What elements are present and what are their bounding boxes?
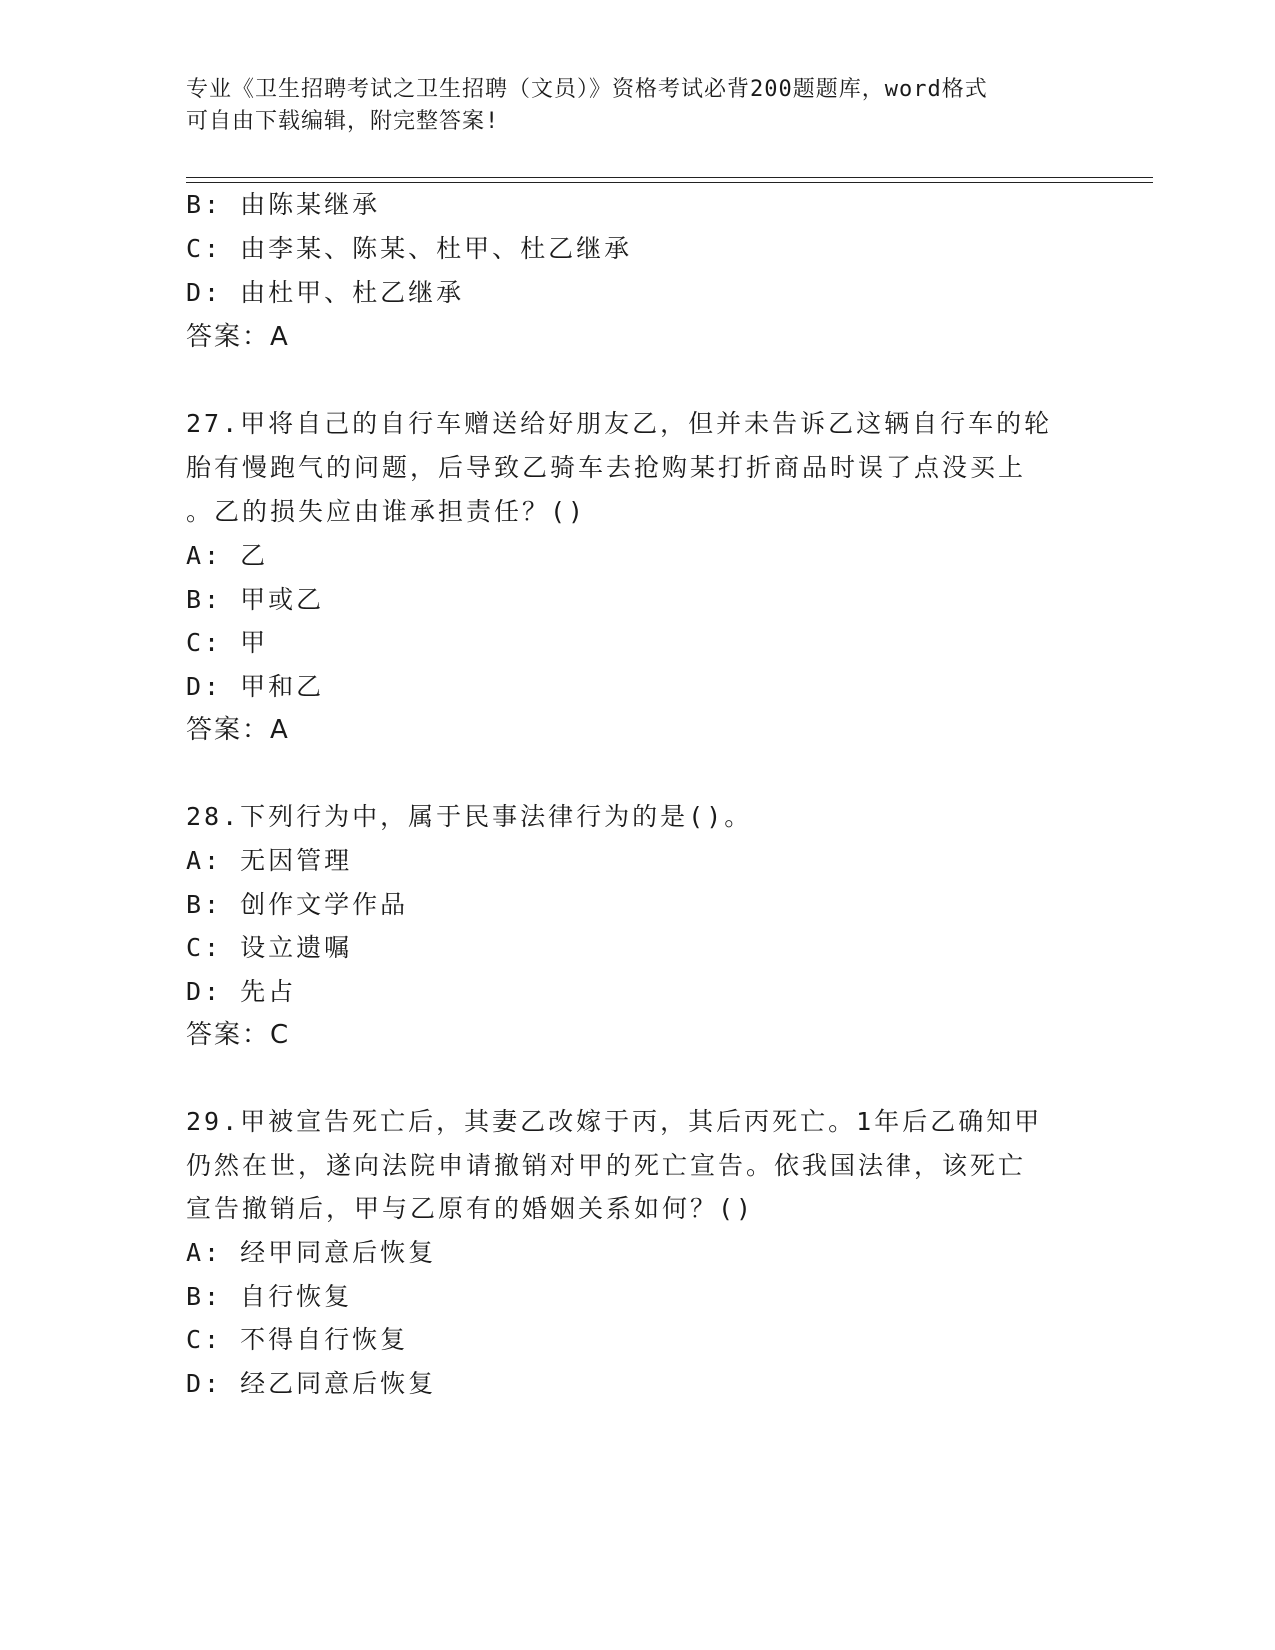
header-title-line-2: 可自由下载编辑，附完整答案! (186, 109, 500, 134)
q29-stem-line-3: 宣告撤销后，甲与乙原有的婚姻关系如何？() (186, 1194, 755, 1223)
q28-option-d: D: 先占 (186, 977, 297, 1006)
q27-option-b: B: 甲或乙 (186, 585, 325, 614)
q26-answer: 答案：A (186, 322, 290, 352)
q26-option-b: B: 由陈某继承 (186, 190, 381, 219)
q29-option-c: C: 不得自行恢复 (186, 1325, 409, 1354)
q29-stem-line-2: 仍然在世，遂向法院申请撤销对甲的死亡宣告。依我国法律，该死亡 (186, 1151, 1027, 1180)
q29-option-b: B: 自行恢复 (186, 1282, 353, 1311)
header-title-line-1: 专业《卫生招聘考试之卫生招聘（文员）》资格考试必背200题题库，word格式 (186, 77, 988, 102)
q27-option-a: A: 乙 (186, 541, 269, 570)
header-divider-top (186, 177, 1153, 178)
q27-option-d: D: 甲和乙 (186, 672, 325, 701)
q27-option-c: C: 甲 (186, 628, 269, 657)
q29-option-a: A: 经甲同意后恢复 (186, 1238, 437, 1267)
document-header (186, 74, 1066, 138)
q26-option-d: D: 由杜甲、杜乙继承 (186, 278, 465, 307)
q29-stem-line-1: 29.甲被宣告死亡后，其妻乙改嫁于丙，其后丙死亡。1年后乙确知甲 (186, 1107, 1043, 1136)
q28-option-b: B: 创作文学作品 (186, 890, 409, 919)
q27-answer: 答案：A (186, 715, 290, 745)
q26-option-c: C: 由李某、陈某、杜甲、杜乙继承 (186, 234, 633, 263)
q28-option-c: C: 设立遗嘱 (186, 933, 353, 962)
q29-option-d: D: 经乙同意后恢复 (186, 1369, 437, 1398)
q28-answer: 答案：C (186, 1020, 291, 1050)
q28-stem-line-1: 28.下列行为中，属于民事法律行为的是()。 (186, 802, 753, 831)
header-divider-bottom (186, 182, 1153, 183)
q27-stem-line-3: 。乙的损失应由谁承担责任？() (186, 497, 587, 526)
q27-stem-line-1: 27.甲将自己的自行车赠送给好朋友乙，但并未告诉乙这辆自行车的轮 (186, 409, 1053, 438)
q27-stem-line-2: 胎有慢跑气的问题，后导致乙骑车去抢购某打折商品时误了点没买上 (186, 453, 1027, 482)
q28-option-a: A: 无因管理 (186, 846, 353, 875)
